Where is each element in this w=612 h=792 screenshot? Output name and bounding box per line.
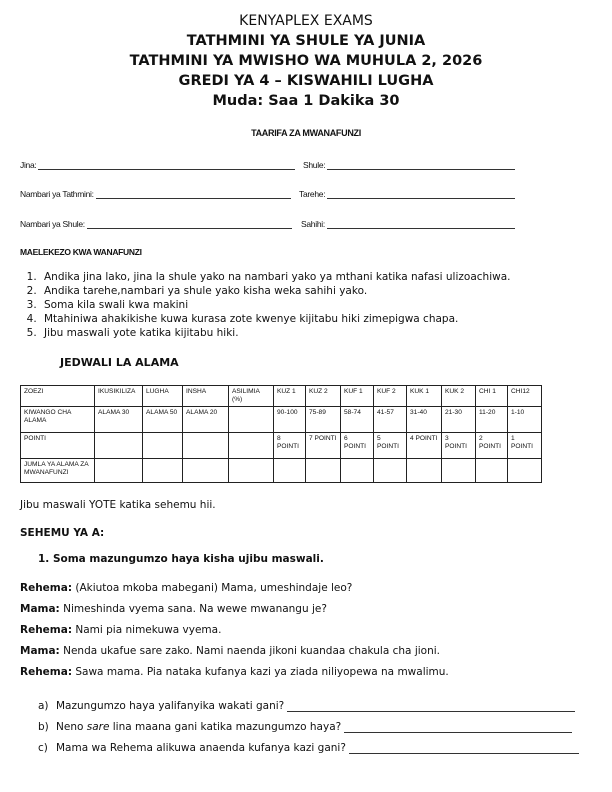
table-cell: 2 POINTI — [476, 433, 508, 459]
answer-line-b[interactable] — [344, 722, 572, 733]
dialogue-speaker: Rehema: — [20, 582, 73, 594]
dialogue-text: Nimeshinda vyema sana. Na wewe mwanangu je? — [59, 603, 327, 615]
score-cell[interactable] — [508, 459, 542, 483]
table-cell: CHI 1 — [476, 386, 508, 407]
signature-field[interactable] — [301, 219, 515, 229]
subquestion-c — [38, 742, 579, 754]
score-cell[interactable] — [143, 459, 183, 483]
table-row — [21, 407, 542, 433]
score-cell[interactable] — [229, 459, 274, 483]
table-cell — [229, 433, 274, 459]
question-1: 1. Soma mazungumzo haya kisha ujibu maswali. — [38, 553, 324, 565]
instruction-item: 2. Andika tarehe,nambari ya shule yako kisha weka sahihi yako. — [40, 284, 612, 298]
table-cell: 90-100 — [274, 407, 306, 433]
table-cell: KIWANGO CHA ALAMA — [21, 407, 95, 433]
subquestion-text: Mama wa Rehema alikuwa anaenda kufanya kazi gani? — [56, 742, 346, 754]
dialogue-line — [20, 624, 221, 636]
dialogue-text: Nami pia nimekuwa vyema. — [72, 624, 222, 636]
signature-label: Sahihi: — [301, 219, 325, 229]
dialogue-speaker: Rehema: — [20, 666, 73, 678]
instruction-item: 4. Mtahiniwa ahakikishe kuwa kurasa zote kwenye kijitabu hiki zimepigwa chapa. — [40, 312, 612, 326]
score-cell[interactable] — [183, 459, 229, 483]
table-cell: KUK 1 — [407, 386, 442, 407]
score-cell[interactable] — [407, 459, 442, 483]
table-cell — [229, 407, 274, 433]
school-number-line[interactable] — [87, 219, 292, 229]
instruction-item: 3. Soma kila swali kwa makini — [40, 298, 612, 312]
signature-line[interactable] — [327, 219, 515, 229]
subquestion-b — [38, 721, 572, 733]
table-cell: 1 POINTI — [508, 433, 542, 459]
exam-subject: GREDI YA 4 – KISWAHILI LUGHA — [178, 73, 434, 89]
instruction-item: 1. Andika jina lako, jina la shule yako na nambari yako ya mthani katika nafasi ulizoachiwa. — [40, 270, 612, 284]
subquestion-text-post: lina maana gani katika mazungumzo haya? — [109, 721, 342, 733]
table-cell: 6 POINTI — [341, 433, 374, 459]
table-cell: 4 POINTI — [407, 433, 442, 459]
instructions-list — [20, 270, 612, 340]
table-cell: 7 POINTI — [306, 433, 341, 459]
table-cell: 58-74 — [341, 407, 374, 433]
dialogue-text: Sawa mama. Pia nataka kufanya kazi ya ziada niliyopewa na mwalimu. — [72, 666, 449, 678]
exam-school-level: TATHMINI YA SHULE YA JUNIA — [186, 33, 426, 49]
instructions-title: MAELEKEZO KWA WANAFUNZI — [20, 247, 142, 257]
date-line[interactable] — [327, 189, 515, 199]
score-cell[interactable] — [95, 459, 143, 483]
table-row — [21, 459, 542, 483]
dialogue-line — [20, 603, 327, 615]
score-cell[interactable] — [306, 459, 341, 483]
dialogue-line — [20, 582, 352, 594]
name-line[interactable] — [38, 160, 295, 170]
table-cell: 41-57 — [374, 407, 407, 433]
school-label: Shule: — [303, 160, 326, 170]
exam-body-name: KENYAPLEX EXAMS — [239, 13, 373, 29]
table-cell: ALAMA 50 — [143, 407, 183, 433]
table-cell: KUZ 2 — [306, 386, 341, 407]
table-cell: 1-10 — [508, 407, 542, 433]
assessment-number-field[interactable] — [20, 189, 291, 199]
school-number-field[interactable] — [20, 219, 292, 229]
table-cell: 21-30 — [442, 407, 476, 433]
table-cell: ASILIMIA (%) — [229, 386, 274, 407]
table-cell: 8 POINTI — [274, 433, 306, 459]
score-cell[interactable] — [341, 459, 374, 483]
subquestion-letter: b) — [38, 721, 49, 733]
subquestion-italic-word: sare — [86, 721, 110, 733]
table-cell: KUK 2 — [442, 386, 476, 407]
table-cell: 75-89 — [306, 407, 341, 433]
table-cell: ALAMA 30 — [95, 407, 143, 433]
date-field[interactable] — [299, 189, 515, 199]
dialogue-line — [20, 666, 449, 678]
table-cell: JUMLA YA ALAMA ZA MWANAFUNZI — [21, 459, 95, 483]
subquestion-text-pre: Neno — [56, 721, 87, 733]
table-cell: LUGHA — [143, 386, 183, 407]
table-header-row — [21, 386, 542, 407]
subquestion-text: Mazungumzo haya yalifanyika wakati gani? — [56, 700, 285, 712]
subquestion-a — [38, 700, 575, 712]
table-cell: 3 POINTI — [442, 433, 476, 459]
dialogue-text: (Akiutoa mkoba mabegani) Mama, umeshindaje leo? — [72, 582, 353, 594]
date-label: Tarehe: — [299, 189, 326, 199]
table-cell: ZOEZI — [21, 386, 95, 407]
subquestion-letter: c) — [38, 742, 48, 754]
table-cell: INSHA — [183, 386, 229, 407]
answer-all-note: Jibu maswali YOTE katika sehemu hii. — [20, 499, 216, 511]
student-info-title: TAARIFA ZA MWANAFUNZI — [251, 128, 361, 138]
exam-duration: Muda: Saa 1 Dakika 30 — [212, 93, 400, 109]
table-cell: 11-20 — [476, 407, 508, 433]
table-cell — [95, 433, 143, 459]
table-cell: 31-40 — [407, 407, 442, 433]
score-cell[interactable] — [476, 459, 508, 483]
name-field[interactable] — [20, 160, 295, 170]
instruction-item: 5. Jibu maswali yote katika kijitabu hiki. — [40, 326, 612, 340]
table-cell — [183, 433, 229, 459]
table-cell: CHI12 — [508, 386, 542, 407]
subquestion-letter: a) — [38, 700, 49, 712]
answer-line-c[interactable] — [349, 743, 579, 754]
marks-table — [20, 385, 542, 483]
table-cell: ALAMA 20 — [183, 407, 229, 433]
assessment-number-label: Nambari ya Tathmini: — [20, 189, 94, 199]
dialogue-speaker: Rehema: — [20, 624, 73, 636]
table-row — [21, 433, 542, 459]
school-field[interactable] — [303, 160, 515, 170]
dialogue-speaker: Mama: — [20, 603, 60, 615]
table-cell: KUF 2 — [374, 386, 407, 407]
section-a-heading: SEHEMU YA A: — [20, 527, 105, 539]
marks-table-title: JEDWALI LA ALAMA — [60, 356, 179, 369]
name-label: Jina: — [20, 160, 37, 170]
dialogue-speaker: Mama: — [20, 645, 60, 657]
table-cell: 5 POINTI — [374, 433, 407, 459]
dialogue-text: Nenda ukafue sare zako. Nami naenda jikoni kuandaa chakula cha jioni. — [59, 645, 440, 657]
exam-term: TATHMINI YA MWISHO WA MUHULA 2, 2026 — [129, 53, 483, 69]
answer-line-a[interactable] — [287, 701, 575, 712]
table-cell: KUZ 1 — [274, 386, 306, 407]
table-cell: KUF 1 — [341, 386, 374, 407]
school-number-label: Nambari ya Shule: — [20, 219, 85, 229]
dialogue-line — [20, 645, 440, 657]
assessment-number-line[interactable] — [96, 189, 291, 199]
table-cell — [143, 433, 183, 459]
table-cell: POINTI — [21, 433, 95, 459]
score-cell[interactable] — [374, 459, 407, 483]
score-cell[interactable] — [274, 459, 306, 483]
table-cell: IKUSIKILIZA — [95, 386, 143, 407]
score-cell[interactable] — [442, 459, 476, 483]
school-line[interactable] — [327, 160, 515, 170]
